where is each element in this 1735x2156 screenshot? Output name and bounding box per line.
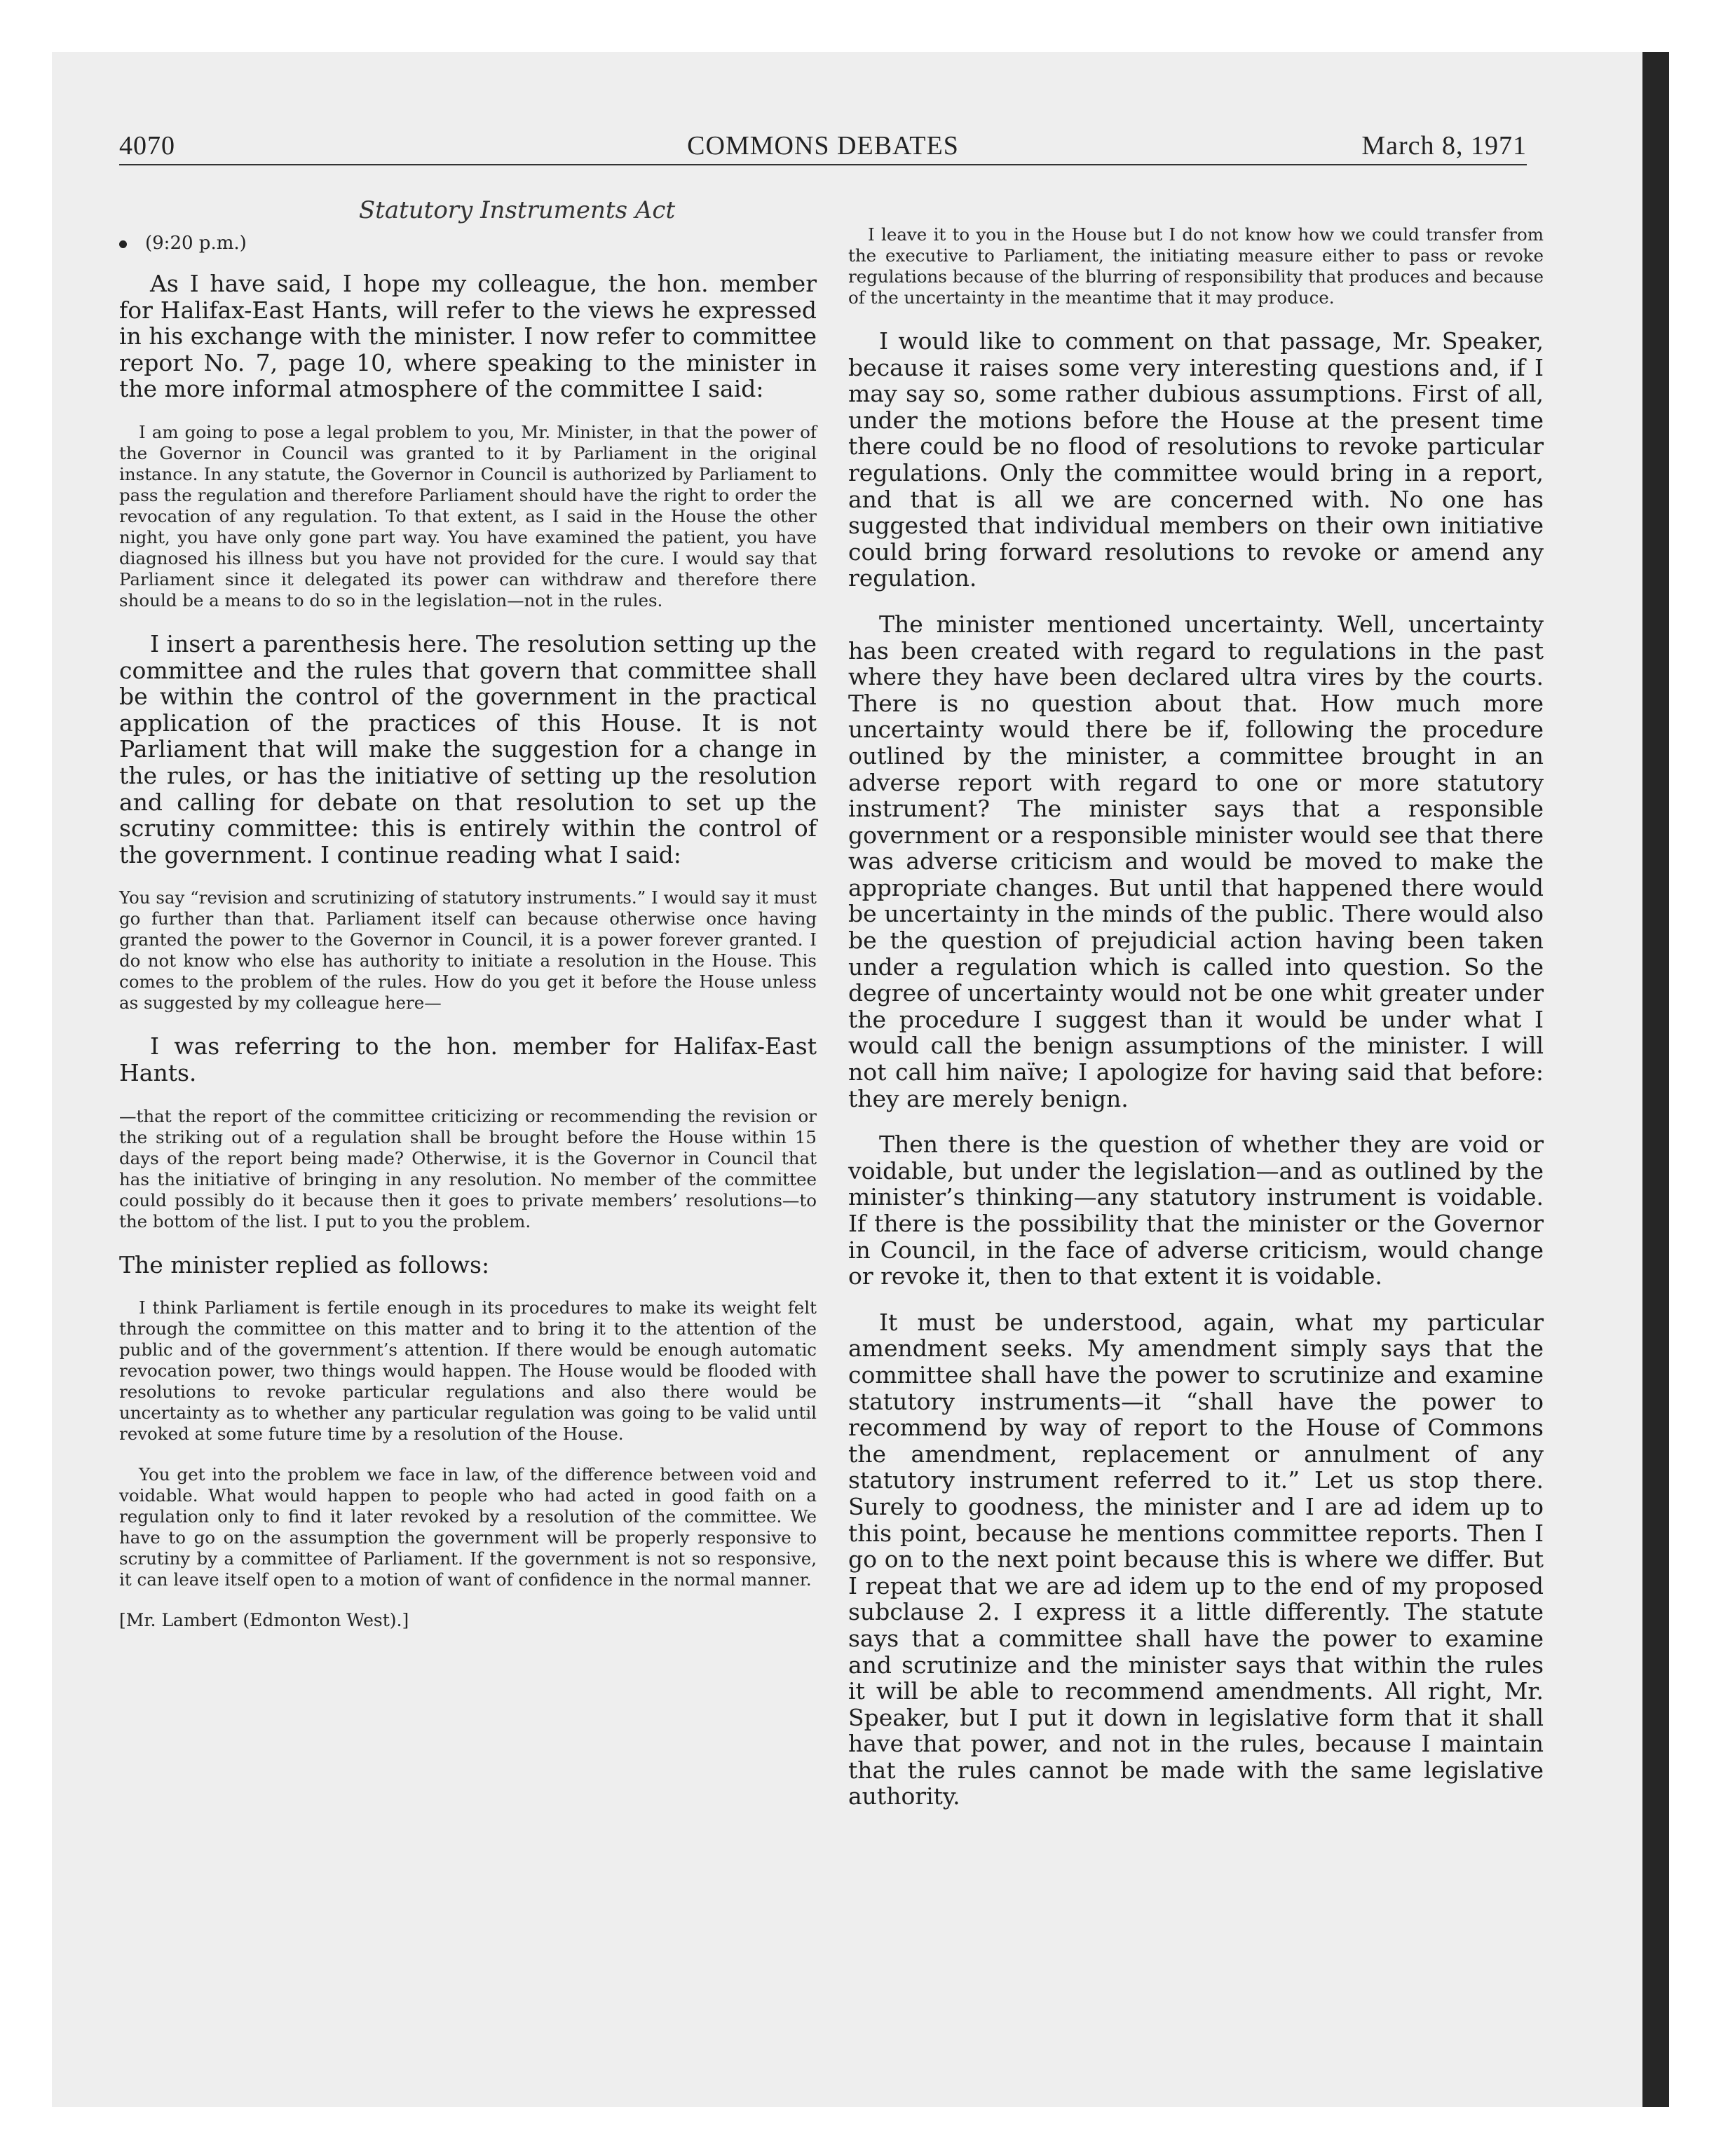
quoted-passage: I leave it to you in the House but I do not know how we could transfer from the executive to Parliament, the initiating measure either to pass or revoke regulations because of the blurring of responsibility that produces and because of the uncertainty in the meantime that it may produce. xyxy=(848,224,1544,308)
quoted-passage: I am going to pose a legal problem to you, Mr. Minister, in that the power of the Governor in Council was granted to it by Parliament in the original instance. In any statute, the Governor in Council is authorized by Parliament to pass the regulation and therefore Parliament should have the right to order the revocation of any regulation. To that extent, as I said in the House the other night, you have only gone part way. You have examined the patient, you have diagnosed his illness but you have not provided for the cure. I would say that Parliament since it delegated its power can withdraw and therefore there should be a means to do so in the legislation—not in the rules. xyxy=(119,421,817,610)
quoted-passage: —that the report of the committee criticizing or recommending the revision or the striking out of a regulation shall be brought before the House within 15 days of the report being made? Otherwise, it is the Governor in Council that has the initiative of bringing in any resolution. No member of the committee could possibly do it because then it goes to private members’ resolutions—to the bottom of the list. I put to you the problem. xyxy=(119,1105,817,1231)
publication-title: COMMONS DEBATES xyxy=(687,131,959,161)
running-head: Statutory Instruments Act xyxy=(358,196,676,224)
page-header xyxy=(119,130,1527,164)
timestamp xyxy=(119,233,817,254)
scan-edge-shadow xyxy=(1642,52,1669,2107)
bullet-icon xyxy=(119,240,127,248)
page-number: 4070 xyxy=(119,131,175,161)
quoted-passage: You get into the problem we face in law, of the difference between void and voidable. What would happen to people who had acted in good faith on a regulation only to find it later revoked by a resolution of the committee. We have to go on the assumption the government will be properly responsive to scrutiny by a committee of Parliament. If the government is not so responsive, it can leave itself open to a motion of want of confidence in the normal manner. xyxy=(119,1464,817,1590)
paragraph: Then there is the question of whether they are void or voidable, but under the legislation—and as outlined by the minister’s thinking—any statutory instrument is voidable. If there is the possibility that the minister or the Governor in Council, in the face of adverse criticism, would change or revoke it, then to that extent it is voidable. xyxy=(848,1131,1544,1290)
speaker-attribution: [Mr. Lambert (Edmonton West).] xyxy=(119,1610,409,1631)
paragraph: I was referring to the hon. member for Halifax-East Hants. xyxy=(119,1032,817,1086)
paragraph: As I have said, I hope my colleague, the hon. member for Halifax-East Hants, will refer to the views he expressed in his exchange with the minister. I now refer to committee report No. 7, page 10, where speaking to the minister in the more informal atmosphere of the committee I said: xyxy=(119,270,817,403)
quoted-passage: You say “revision and scrutinizing of statutory instruments.” I would say it must go further than that. Parliament itself can because otherwise once having granted the power to the Governor in Council, it is a power forever granted. I do not know who else has authority to initiate a resolution in the House. This comes to the problem of the rules. How do you get it before the House unless as suggested by my colleague here— xyxy=(119,887,817,1014)
header-rule xyxy=(119,164,1527,165)
publication-date: March 8, 1971 xyxy=(1361,131,1527,161)
right-column xyxy=(848,224,1544,1829)
paragraph: It must be understood, again, what my particular amendment seeks. My amendment simply says that the committee shall have the power to scrutinize and examine statutory instruments—it “shall have the power to recommend by way of report to the House of Commons the amendment, replacement or annulment of any statutory instrument referred to it.” Let us stop there. Surely to goodness, the minister and I are ad idem up to this point, because he mentions committee reports. Then I go on to the next point because this is where we differ. But I repeat that we are ad idem up to the end of my proposed subclause 2. I express it a little differently. The statute says that a committee shall have the power to examine and scrutinize and the minister says that within the rules it will be able to recommend amendments. All right, Mr. Speaker, but I put it down in legislative form that it shall have that power, and not in the rules, because I maintain that the rules cannot be made with the same legislative authority. xyxy=(848,1308,1544,1810)
paragraph: The minister mentioned uncertainty. Well, uncertainty has been created with regard to regulations in the past where they have been declared ultra vires by the courts. There is no question about that. How much more uncertainty would there be if, following the procedure outlined by the minister, a committee brought in an adverse report with regard to one or more statutory instrument? The minister says that a responsible government or a responsible minister would see that there was adverse criticism and would be moved to make the appropriate changes. But until that happened there would be uncertainty in the minds of the public. There would also be the question of prejudicial action having been taken under a regulation which is called into question. So the degree of uncertainty would not be one whit greater under the procedure I suggest than it would be under what I would call the benign assumptions of the minister. I will not call him naïve; I apologize for having said that before: they are merely benign. xyxy=(848,610,1544,1112)
paragraph: The minister replied as follows: xyxy=(119,1250,490,1278)
timestamp-text: (9:20 p.m.) xyxy=(145,233,247,254)
quoted-passage: I think Parliament is fertile enough in its procedures to make its weight felt through the committee on this matter and to bring it to the attention of the public and of the government’s attention. If there would be enough automatic revocation power, two things would happen. The House would be flooded with resolutions to revoke particular regulations and also there would be uncertainty as to whether any particular regulation was going to be valid until revoked at some future time by a resolution of the House. xyxy=(119,1297,817,1445)
left-column xyxy=(119,196,817,1631)
paragraph: I insert a parenthesis here. The resolution setting up the committee and the rules that govern that committee shall be within the control of the government in the practical application of the practices of this House. It is not Parliament that will make the suggestion for a change in the rules, or has the initiative of setting up the resolution and calling for debate on that resolution to set up the scrutiny committee: this is entirely within the control of the government. I continue reading what I said: xyxy=(119,629,817,868)
paragraph: I would like to comment on that passage, Mr. Speaker, because it raises some very interesting questions and, if I may say so, some rather dubious assumptions. First of all, under the motions before the House at the present time there could be no flood of resolutions to revoke particular regulations. Only the committee would bring in a report, and that is all we are concerned with. No one has suggested that individual members on their own initiative could bring forward resolutions to revoke or amend any regulation. xyxy=(848,327,1544,592)
